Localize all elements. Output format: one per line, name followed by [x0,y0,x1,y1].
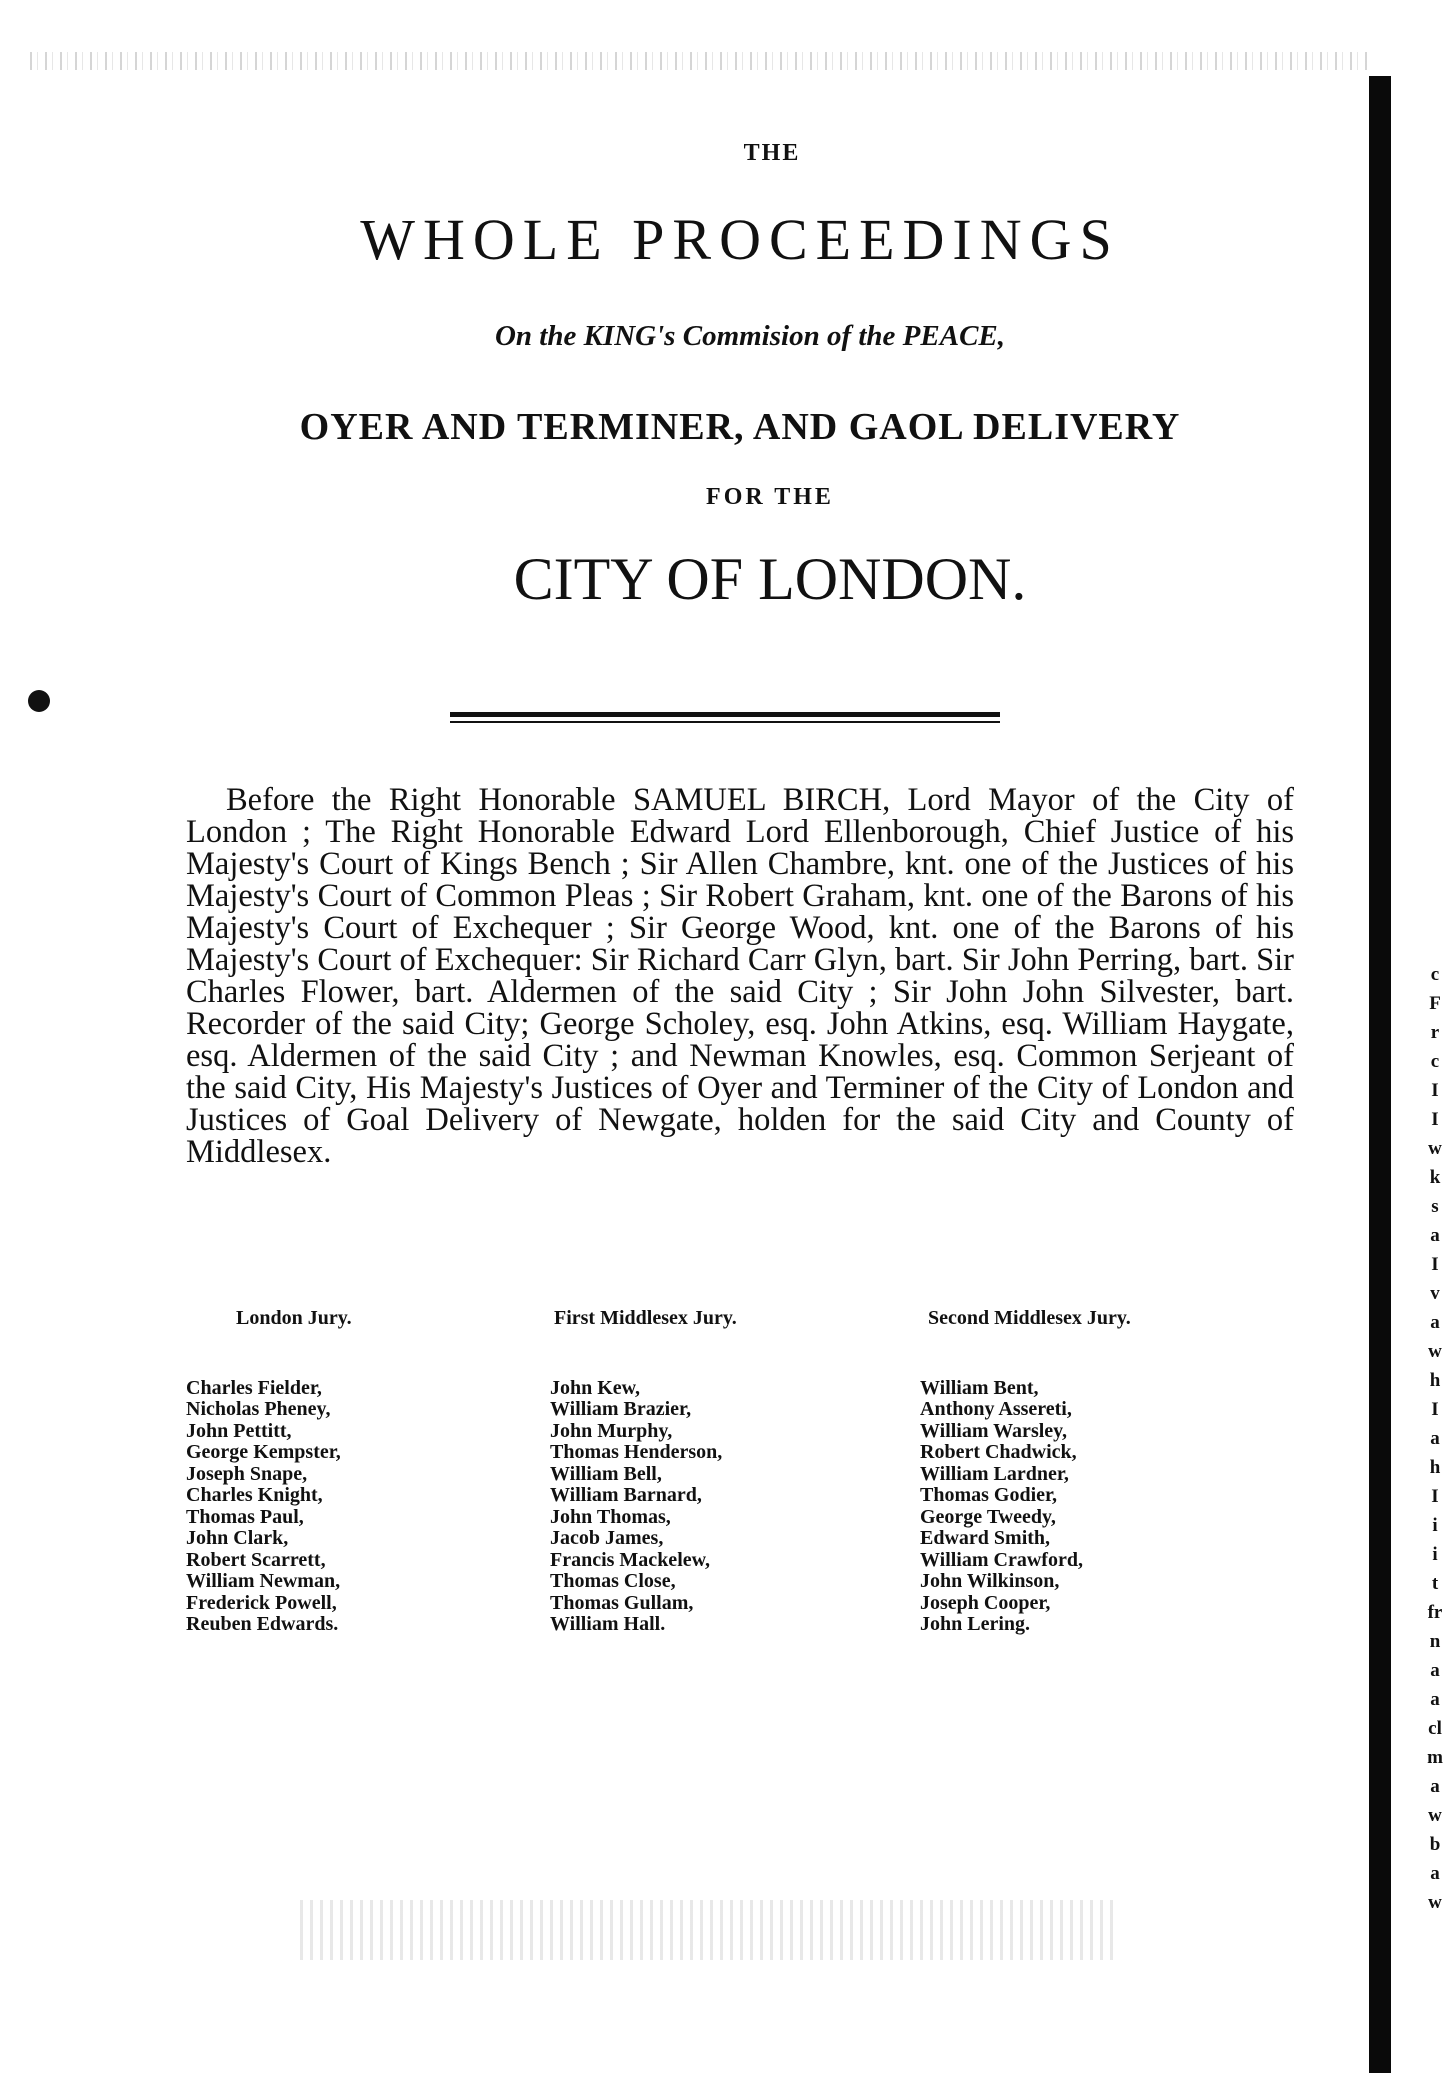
jury-member: Francis Mackelew, [550,1548,710,1571]
jury-member: Thomas Godier, [920,1484,1058,1506]
jury-member: George Tweedy, [920,1505,1056,1528]
ink-blot [28,690,50,712]
edge-letter: w [1428,1805,1442,1826]
edge-letter: b [1429,1834,1441,1855]
jury-heading: Second Middlesex Jury. [928,1307,1131,1329]
jury-member: William Hall. [550,1613,666,1635]
edge-letter: I [1431,1486,1439,1507]
edge-letter: v [1430,1283,1440,1304]
jury-member: John Murphy, [550,1419,673,1442]
divider-rule [450,712,1000,717]
jury-member: William Crawford, [920,1548,1083,1571]
jury-member: Charles Fielder, [186,1376,322,1399]
edge-letter: fr [1427,1602,1443,1623]
subtitle-oyer: OYER AND TERMINER, AND GAOL DELIVERY [299,406,1181,448]
jury-member: John Clark, [186,1527,289,1549]
edge-letter: a [1430,1776,1440,1797]
jury-member: William Lardner, [920,1462,1069,1485]
jury-column-london [186,1308,486,1636]
edge-letter: i [1432,1515,1438,1536]
jury-member: William Newman, [186,1570,341,1592]
subtitle-for-the: FOR THE [706,484,834,510]
edge-letter: w [1428,1138,1442,1159]
jury-member: Edward Smith, [920,1527,1051,1549]
jury-member: Robert Scarrett, [186,1548,326,1571]
edge-letter: cl [1428,1718,1442,1739]
jury-member: William Bent, [920,1376,1039,1399]
paragraph-text: Before the Right Honorable SAMUEL BIRCH, Lord Mayor of the City of London ; The Right Honorable Edward Lord Ellenborough, Chief Justice of his Majesty's Court of Kings Bench ; Sir Allen Chambre, knt. one of the Justices of his Majesty's Court of Common Pleas ; Sir Robert Graham, knt. one of the Barons of his Majesty's Court of Exchequer ; Sir George Wood, knt. one of the Barons of his Majesty's Court of Exchequer: Sir Richard Carr Glyn, bart. Sir John Perring, bart. Sir Charles Flower, bart. Aldermen of the said City ; Sir John John Silvester, bart. Recorder of the said City; George Scholey, esq. John Atkins, esq. William Haygate, esq. Aldermen of the said City ; and Newman Knowles, esq. Common Serjeant of the said City, His Majesty's Justices of Oyer and Terminer of the City of London and Justices of Goal Delivery of Newgate, holden for the said City and County of Middlesex. [186,782,1294,1170]
edge-letter: m [1427,1747,1443,1768]
edge-letter: h [1429,1370,1441,1391]
edge-letter: c [1430,1051,1440,1072]
jury-member: Frederick Powell, [186,1591,337,1614]
subtitle-commission: On the KING's Commision of the PEACE, [494,320,1006,352]
jury-member: Thomas Close, [550,1570,676,1592]
edge-letter: t [1431,1573,1439,1594]
jury-member: John Wilkinson, [920,1570,1060,1592]
jury-member: Anthony Assereti, [920,1398,1072,1420]
adjacent-page-fragment [1420,960,1450,1917]
edge-letter: I [1431,1080,1439,1101]
edge-letter: n [1429,1631,1441,1652]
edge-letter: I [1431,1254,1439,1275]
jury-member: William Bell, [550,1462,662,1485]
jury-column-first-middlesex [550,1308,870,1636]
scan-noise [30,52,1370,70]
jury-member: Thomas Paul, [186,1505,304,1528]
jury-member: Joseph Cooper, [920,1591,1051,1614]
jury-column-second-middlesex [920,1308,1260,1636]
edge-letter: k [1429,1167,1441,1188]
jury-list [186,1378,486,1636]
subtitle-city: CITY OF LONDON. [513,546,1027,612]
edge-letter: I [1431,1399,1439,1420]
jury-member: John Thomas, [550,1505,671,1528]
edge-letter: s [1431,1196,1439,1217]
divider-rule-thin [450,721,1000,723]
jury-list [920,1378,1260,1636]
jury-member: William Warsley, [920,1419,1068,1442]
intro-paragraph [186,784,1294,1168]
jury-heading: London Jury. [236,1307,352,1329]
jury-member: George Kempster, [186,1441,341,1463]
jury-member: Robert Chadwick, [920,1441,1077,1463]
edge-letter: a [1430,1312,1440,1333]
jury-member: William Barnard, [550,1484,702,1506]
jury-member: Reuben Edwards. [186,1613,339,1635]
edge-letter: a [1430,1689,1440,1710]
jury-member: John Pettitt, [186,1419,292,1442]
title-main: WHOLE PROCEEDINGS [360,207,1120,272]
edge-letter: a [1430,1660,1440,1681]
jury-member: William Brazier, [550,1398,692,1420]
edge-letter: r [1430,1022,1440,1043]
bleed-through-smudge [300,1900,1120,1960]
jury-member: Joseph Snape, [186,1462,308,1485]
title-the: THE [743,140,801,166]
jury-heading: First Middlesex Jury. [554,1307,737,1329]
jury-member: Jacob James, [550,1527,664,1549]
jury-member: John Lering. [920,1613,1031,1635]
jury-member: Charles Knight, [186,1484,323,1506]
jury-list [550,1378,870,1636]
binding-edge [1369,76,1391,2073]
edge-letter: F [1429,993,1441,1014]
edge-letter: w [1428,1892,1442,1913]
edge-letter: w [1428,1341,1442,1362]
jury-member: Thomas Gullam, [550,1591,694,1614]
edge-letter: c [1430,964,1440,985]
edge-letter: a [1430,1863,1440,1884]
edge-letter: a [1430,1225,1440,1246]
edge-letter: i [1432,1544,1438,1565]
edge-letter: h [1429,1457,1441,1478]
jury-member: Nicholas Pheney, [186,1398,331,1420]
edge-letter: a [1430,1428,1440,1449]
jury-member: John Kew, [550,1376,641,1399]
jury-member: Thomas Henderson, [550,1441,723,1463]
edge-letter: I [1431,1109,1439,1130]
